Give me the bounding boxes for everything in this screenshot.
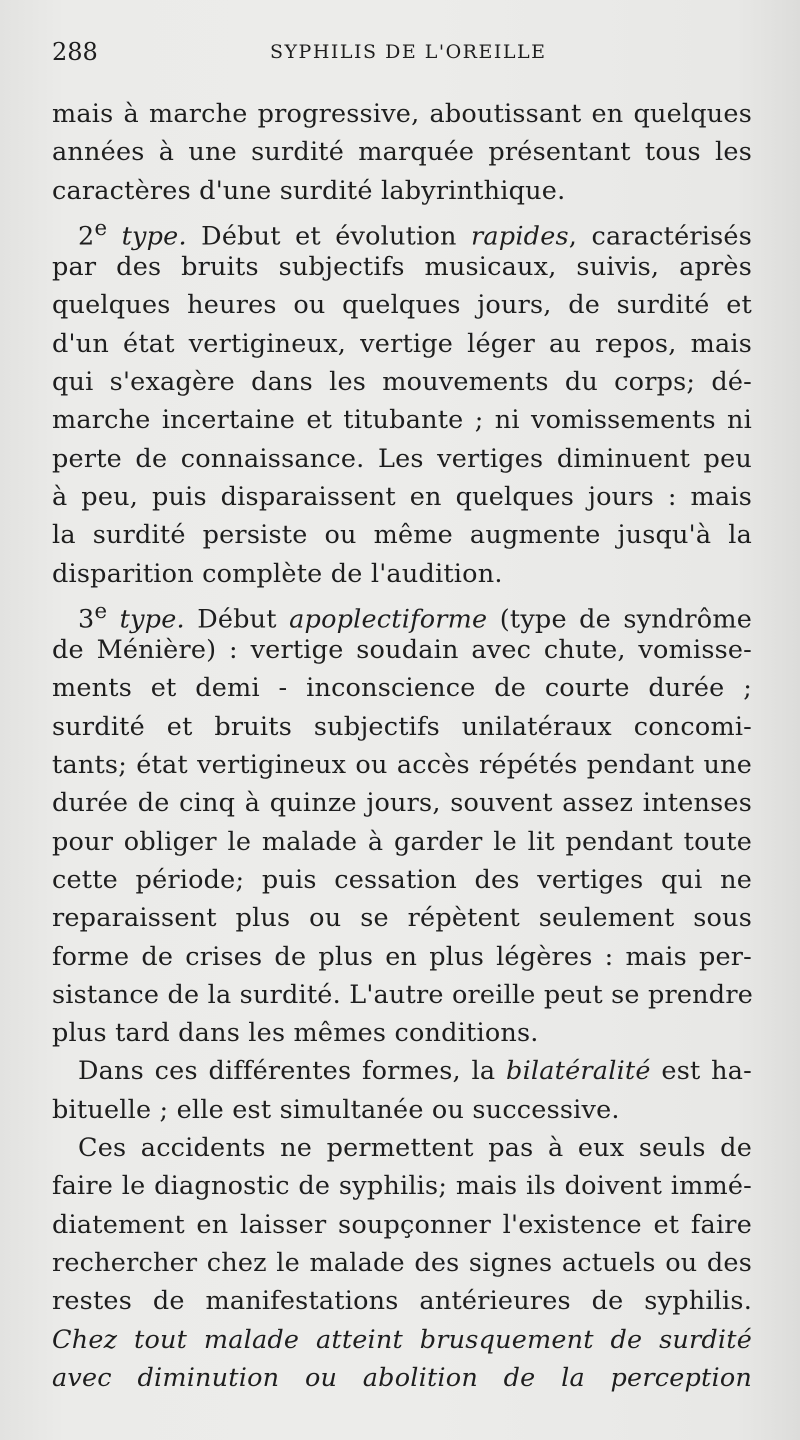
text-segment: forme de crises de plus en plus légères : mais per-: [52, 941, 752, 972]
text-line: [52, 1244, 752, 1282]
text-line: [52, 1091, 752, 1129]
text-segment: marche incertaine et titubante ; ni vomissements ni: [52, 405, 752, 436]
italic-text: type.: [121, 221, 187, 252]
text-line: [52, 325, 752, 363]
text-segment: cette période; puis cessation des vertiges qui ne: [52, 864, 752, 895]
text-segment: quelques heures ou quelques jours, de surdité et: [52, 290, 752, 321]
text-segment: à peu, puis disparaissent en quelques jours : mais: [52, 481, 752, 512]
text-segment: plus tard dans les mêmes conditions.: [52, 1018, 539, 1049]
text-line: [52, 784, 752, 822]
text-segment: durée de cinq à quinze jours, souvent assez intenses: [52, 788, 752, 819]
text-segment: 2: [78, 221, 95, 252]
text-segment: perte de connaissance. Les vertiges diminuent peu: [52, 443, 752, 474]
text-segment: bituelle ; elle est simultanée ou successive.: [52, 1094, 620, 1125]
text-segment: reparaissent plus ou se répètent seulement sous: [52, 903, 752, 934]
text-line: [52, 401, 752, 439]
text-line: [52, 861, 752, 899]
italic-text: avec diminution ou abolition de la perception: [52, 1362, 752, 1393]
text-line: [52, 1282, 752, 1320]
text-line: [52, 1359, 752, 1397]
text-segment: , caractérisés: [568, 221, 752, 252]
text-segment: (type de syndrôme: [487, 604, 752, 635]
text-line: [52, 363, 752, 401]
text-segment: Début et évolution: [186, 221, 472, 252]
text-segment: ments et demi - inconscience de courte durée ;: [52, 673, 752, 704]
text-line: [52, 1129, 752, 1167]
italic-text: bilatéralité: [506, 1056, 651, 1087]
text-line: [52, 95, 752, 133]
text-segment: 3: [78, 604, 95, 635]
text-segment: la surdité persiste ou même augmente jusqu'à la: [52, 520, 752, 551]
text-line: [52, 516, 752, 554]
text-line: [52, 1206, 752, 1244]
text-segment: diatement en laisser soupçonner l'existence et faire: [52, 1209, 752, 1240]
text-segment: surdité et bruits subjectifs unilatéraux concomi-: [52, 711, 752, 742]
text-segment: Dans ces différentes formes, la: [78, 1056, 507, 1087]
text-line: [52, 593, 752, 635]
text-segment: d'un état vertigineux, vertige léger au repos, mais: [52, 328, 752, 359]
text-segment: qui s'exagère dans les mouvements du corps; dé-: [52, 367, 752, 398]
text-line: [52, 708, 752, 746]
italic-text: apoplectiforme: [289, 604, 488, 635]
superscript: e: [94, 215, 108, 241]
text-segment: faire le diagnostic de syphilis; mais ils doivent immé-: [52, 1171, 752, 1202]
text-segment: rechercher chez le malade des signes actuels ou des: [52, 1247, 752, 1278]
text-line: [52, 746, 752, 784]
text-line: [52, 669, 752, 707]
italic-text: Chez tout malade atteint brusquement de surdité: [52, 1324, 752, 1355]
text-segment: Début: [184, 604, 290, 635]
text-segment: années à une surdité marquée présentant tous les: [52, 137, 752, 168]
text-line: [52, 555, 752, 593]
text-segment: par des bruits subjectifs musicaux, suivis, après: [52, 252, 752, 283]
text-line: [52, 210, 752, 252]
text-line: [52, 1167, 752, 1205]
text-segment: est ha-: [650, 1056, 752, 1087]
text-line: [52, 631, 752, 669]
text-segment: tants; état vertigineux ou accès répétés pendant une: [52, 750, 752, 781]
text-line: [52, 133, 752, 171]
text-segment: disparition complète de l'audition.: [52, 558, 503, 589]
text-line: [52, 1321, 752, 1359]
text-segment: restes de manifestations antérieures de syphilis.: [52, 1286, 752, 1317]
italic-text: type.: [119, 604, 185, 635]
running-head: [52, 38, 752, 68]
text-segment: sistance de la surdité. L'autre oreille peut se prendre: [52, 979, 753, 1010]
text-line: [52, 286, 752, 324]
text-segment: caractères d'une surdité labyrinthique.: [52, 175, 566, 206]
text-line: [52, 172, 752, 210]
text-line: [52, 976, 752, 1014]
text-line: [52, 1014, 752, 1052]
text-segment: pour obliger le malade à garder le lit pendant toute: [52, 826, 752, 857]
text-line: [52, 440, 752, 478]
superscript: e: [94, 598, 108, 624]
text-line: [52, 1052, 752, 1090]
text-line: [52, 478, 752, 516]
body-text: [52, 95, 752, 1397]
running-title: SYPHILIS DE L'OREILLE: [270, 41, 547, 63]
text-line: [52, 823, 752, 861]
text-segment: mais à marche progressive, aboutissant en quelques: [52, 99, 752, 129]
text-line: [52, 248, 752, 286]
italic-text: rapides: [471, 221, 569, 252]
text-segment: Ces accidents ne permettent pas à eux seuls de: [78, 1133, 752, 1164]
text-line: [52, 938, 752, 976]
text-line: [52, 899, 752, 937]
page-number: 288: [52, 38, 98, 66]
text-segment: de Ménière) : vertige soudain avec chute, vomisse-: [52, 635, 752, 666]
